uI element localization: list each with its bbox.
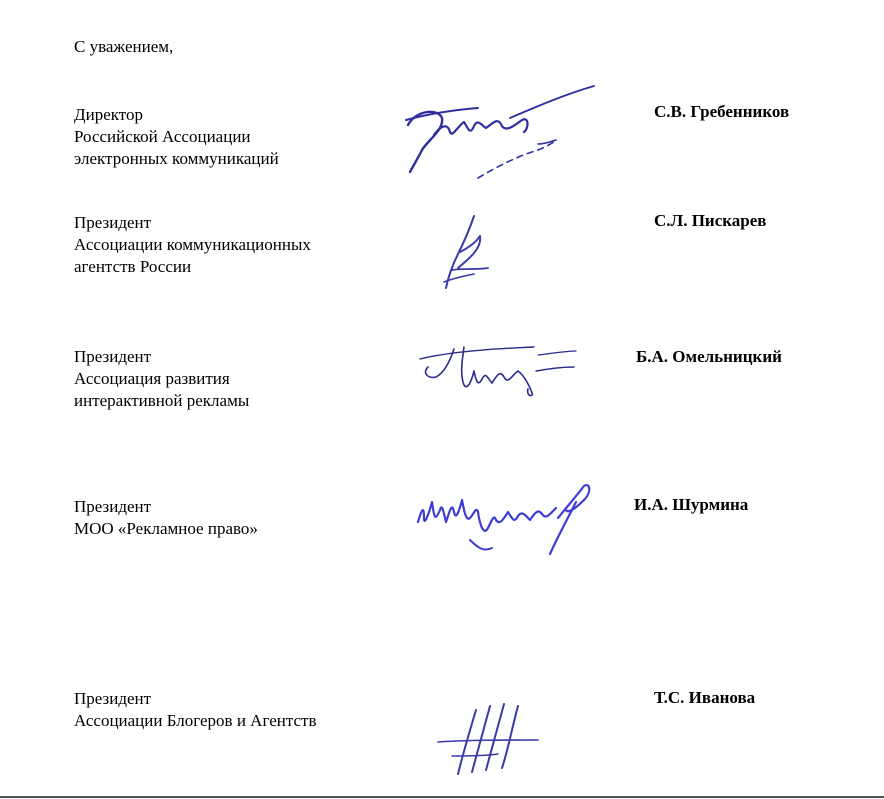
signatory-5-position — [74, 688, 316, 732]
signatory-4-role: Президент — [74, 497, 152, 516]
signatory-3-signature — [414, 335, 579, 400]
closing-greeting: С уважением, — [74, 37, 174, 56]
signatory-1-org-line-1: Российской Ассоциации — [74, 127, 251, 146]
page-bottom-rule — [0, 796, 884, 798]
signatory-3-name: Б.А. Омельницкий — [636, 347, 782, 366]
signatory-2-org-line-2: агентств России — [74, 257, 192, 276]
signatory-4-position — [74, 496, 258, 540]
signatory-5-org-line-1: Ассоциации Блогеров и Агентств — [74, 711, 317, 730]
signatory-5-role: Президент — [74, 689, 152, 708]
signatory-3-role: Президент — [74, 347, 152, 366]
signatory-3-org-line-1: Ассоциация развития — [74, 369, 230, 388]
signatory-5-name: Т.С. Иванова — [654, 688, 756, 707]
signatory-1-position — [74, 104, 279, 170]
signatory-4-org-line-1: МОО «Рекламное право» — [74, 519, 258, 538]
signatory-1-signature — [398, 80, 598, 185]
signatory-1-name: С.В. Гребенников — [654, 102, 790, 121]
signatory-2-position — [74, 212, 311, 278]
signatory-1-role: Директор — [74, 105, 143, 124]
signatory-5-signature — [432, 700, 542, 782]
signatory-2-name: С.Л. Пискарев — [654, 211, 767, 230]
signatory-1-org-line-2: электронных коммуникаций — [74, 149, 279, 168]
signatory-3-org-line-2: интерактивной рекламы — [74, 391, 250, 410]
signatory-2-org-line-1: Ассоциации коммуникационных — [74, 235, 311, 254]
signatory-2-role: Президент — [74, 213, 152, 232]
signatory-4-name: И.А. Шурмина — [634, 495, 749, 514]
signatory-3-position — [74, 346, 249, 412]
signatory-4-signature — [408, 478, 598, 568]
signatory-2-signature — [430, 208, 510, 298]
